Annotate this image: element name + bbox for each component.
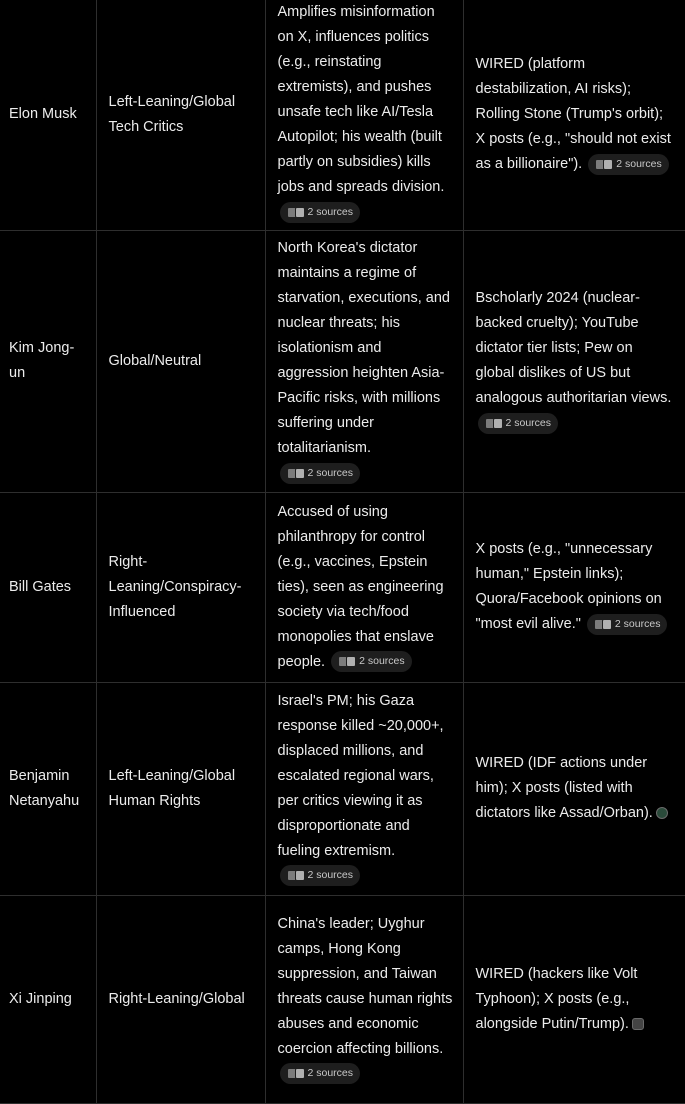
sources-chip-label: 2 sources xyxy=(616,157,662,170)
description-text: China's leader; Uyghur camps, Hong Kong suppression, and Taiwan threats cause human rights abuses and economic coercion affecting billions. xyxy=(277,915,453,1057)
description-cell xyxy=(265,230,463,492)
description-text: Accused of using philanthropy for control (e.g., vaccines, Epstein ties), seen as engineering society via tech/food monopolies that enslave people. xyxy=(277,503,444,670)
source-favicons-icon xyxy=(594,619,610,630)
name-cell: Xi Jinping xyxy=(0,895,96,1103)
sources-chip-label: 2 sources xyxy=(359,655,405,668)
youtube-icon[interactable] xyxy=(632,1018,644,1030)
perspective-cell: Global/Neutral xyxy=(96,230,265,492)
sources-chip[interactable] xyxy=(478,413,559,434)
description-cell xyxy=(265,492,463,682)
evidence-text: WIRED (platform destabilization, AI risks); Rolling Stone (Trump's orbit); X posts (e.g., "should not exist as a billionaire"). xyxy=(475,56,671,173)
sources-chip-label: 2 sources xyxy=(307,466,354,479)
sources-chip[interactable] xyxy=(587,614,668,635)
description-text: North Korea's dictator maintains a regime of starvation, executions, and nuclear threats; his isolationism and aggression heighten Asia-Pacific risks, with millions suffering under totalitarianism. xyxy=(277,240,450,456)
source-favicons-icon xyxy=(287,468,303,479)
globe-icon[interactable] xyxy=(656,807,668,819)
source-favicons-icon xyxy=(595,159,611,170)
perspective-cell: Right-Leaning/Global xyxy=(96,895,265,1103)
source-favicons-icon xyxy=(287,207,303,218)
evidence-text: Bscholarly 2024 (nuclear-backed cruelty); YouTube dictator tier lists; Pew on global dislikes of US but analogous authoritarian views. xyxy=(475,290,672,406)
description-cell xyxy=(265,682,463,895)
table-row xyxy=(0,895,685,1103)
description-text: Amplifies misinformation on X, influences politics (e.g., reinstating extremists), and pushes unsafe tech like AI/Tesla Autopilot; his wealth (built partly on subsidies) kills jobs and spreads division. xyxy=(277,4,445,195)
sources-chip[interactable] xyxy=(280,1063,361,1084)
sources-chip[interactable] xyxy=(280,202,361,223)
sources-chip[interactable] xyxy=(280,463,361,484)
description-cell xyxy=(265,0,463,230)
perspective-cell: Left-Leaning/Global Human Rights xyxy=(96,682,265,895)
source-favicons-icon xyxy=(485,418,501,429)
evidence-text: WIRED (hackers like Volt Typhoon); X posts (e.g., alongside Putin/Trump). xyxy=(475,965,638,1032)
source-favicons-icon xyxy=(338,656,354,667)
table-row xyxy=(0,230,685,492)
table-row xyxy=(0,492,685,682)
sources-chip-label: 2 sources xyxy=(614,617,661,630)
perspective-cell: Left-Leaning/Global Tech Critics xyxy=(96,0,265,230)
sources-chip-label: 2 sources xyxy=(505,416,552,429)
name-cell: Kim Jong-un xyxy=(0,230,96,492)
table-row xyxy=(0,0,685,230)
sources-chip-label: 2 sources xyxy=(307,869,354,882)
description-text: Israel's PM; his Gaza response killed ~20,000+, displaced millions, and escalated regional wars, per critics viewing it as disproportionate and fueling extremism. xyxy=(277,692,444,859)
sources-chip-label: 2 sources xyxy=(307,205,354,218)
evidence-cell xyxy=(463,682,685,895)
sources-chip[interactable] xyxy=(588,154,669,175)
name-cell: Bill Gates xyxy=(0,492,96,682)
evidence-cell xyxy=(463,895,685,1103)
name-cell: Benjamin Netanyahu xyxy=(0,682,96,895)
evidence-cell xyxy=(463,492,685,682)
sources-chip[interactable] xyxy=(331,651,412,672)
sources-chip-label: 2 sources xyxy=(307,1067,354,1080)
name-cell: Elon Musk xyxy=(0,0,96,230)
evidence-cell xyxy=(463,230,685,492)
evidence-text: WIRED (IDF actions under him); X posts (listed with dictators like Assad/Orban). xyxy=(475,755,653,821)
table-row xyxy=(0,682,685,895)
evidence-text: X posts (e.g., "unnecessary human," Epstein links); Quora/Facebook opinions on "most evil alive." xyxy=(475,541,662,632)
sources-chip[interactable] xyxy=(280,865,361,886)
perspective-cell: Right-Leaning/Conspiracy-Influenced xyxy=(96,492,265,682)
source-favicons-icon xyxy=(287,1068,303,1079)
description-cell xyxy=(265,895,463,1103)
evidence-cell xyxy=(463,0,685,230)
source-favicons-icon xyxy=(287,870,303,881)
